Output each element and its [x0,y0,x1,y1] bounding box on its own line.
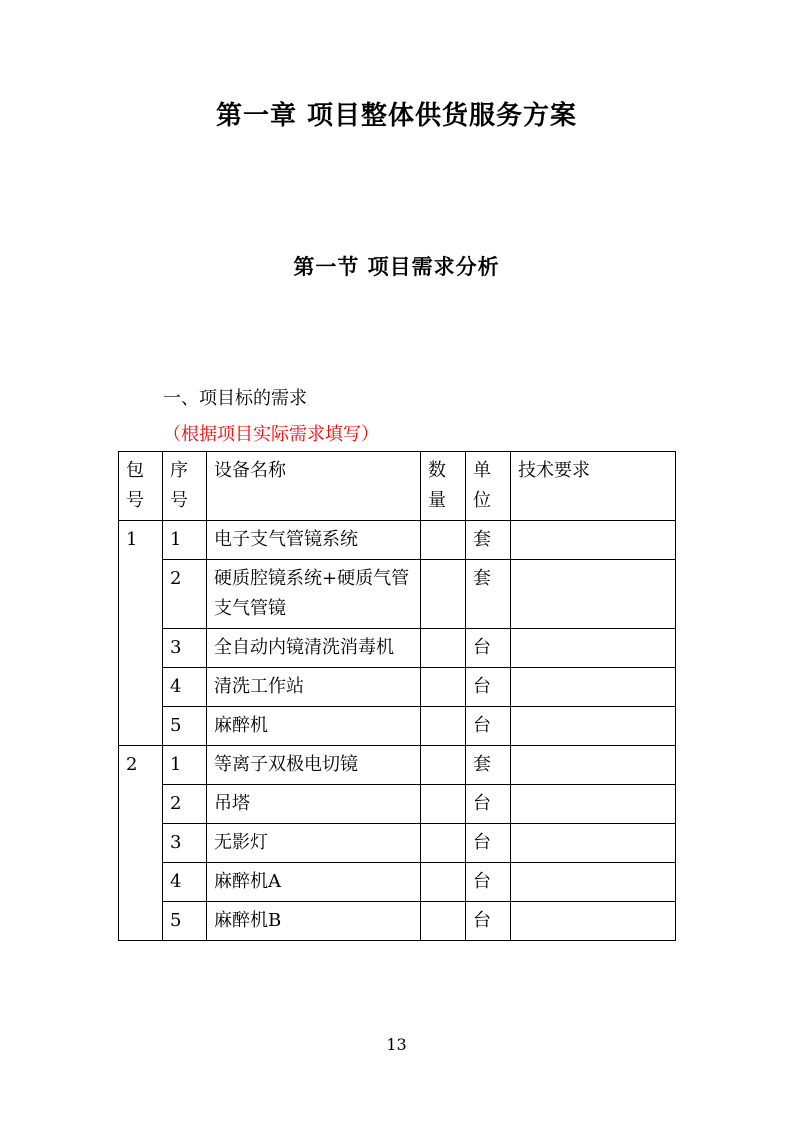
cell-quantity [421,629,466,668]
header-index: 序号 [163,452,207,521]
cell-index: 2 [163,560,207,629]
cell-quantity [421,902,466,941]
header-unit: 单位 [466,452,511,521]
fill-in-note: （根据项目实际需求填写） [163,424,379,445]
cell-unit: 台 [466,629,511,668]
cell-device-name: 麻醉机 [207,707,421,746]
section-title: 第一节 项目需求分析 [293,255,500,279]
cell-index: 5 [163,707,207,746]
table-row [119,746,676,785]
cell-device-name: 无影灯 [207,824,421,863]
cell-quantity [421,746,466,785]
cell-quantity [421,863,466,902]
cell-tech-requirements [511,746,676,785]
cell-tech-requirements [511,521,676,560]
header-tech-requirements: 技术要求 [511,452,676,521]
table-row [119,668,676,707]
cell-device-name: 麻醉机B [207,902,421,941]
cell-unit: 台 [466,785,511,824]
cell-device-name: 硬质腔镜系统+硬质气管支气管镜 [207,560,421,629]
cell-tech-requirements [511,668,676,707]
cell-quantity [421,707,466,746]
table-row [119,785,676,824]
chapter-title: 第一章 项目整体供货服务方案 [215,101,578,131]
cell-tech-requirements [511,560,676,629]
header-quantity: 数量 [421,452,466,521]
cell-index: 4 [163,863,207,902]
table-row [119,707,676,746]
table-row [119,521,676,560]
header-package: 包号 [119,452,163,521]
table-row [119,824,676,863]
cell-device-name: 吊塔 [207,785,421,824]
table-header-row [119,452,676,521]
table-row [119,902,676,941]
cell-tech-requirements [511,707,676,746]
cell-quantity [421,785,466,824]
cell-index: 1 [163,521,207,560]
cell-unit: 台 [466,902,511,941]
table-row [119,863,676,902]
cell-device-name: 电子支气管镜系统 [207,521,421,560]
cell-unit: 台 [466,707,511,746]
cell-package: 2 [119,746,163,941]
cell-quantity [421,824,466,863]
cell-index: 5 [163,902,207,941]
cell-unit: 台 [466,668,511,707]
cell-tech-requirements [511,863,676,902]
cell-unit: 套 [466,521,511,560]
cell-index: 2 [163,785,207,824]
cell-quantity [421,668,466,707]
cell-device-name: 麻醉机A [207,863,421,902]
table-row [119,629,676,668]
cell-package: 1 [119,521,163,746]
cell-quantity [421,560,466,629]
cell-device-name: 等离子双极电切镜 [207,746,421,785]
header-device-name: 设备名称 [207,452,421,521]
cell-tech-requirements [511,785,676,824]
table-row [119,560,676,629]
cell-unit: 台 [466,863,511,902]
requirements-table [118,451,676,941]
cell-unit: 台 [466,824,511,863]
page-number: 13 [386,1035,407,1054]
cell-tech-requirements [511,629,676,668]
subsection-heading: 一、项目标的需求 [163,388,307,409]
cell-tech-requirements [511,902,676,941]
cell-unit: 套 [466,746,511,785]
cell-tech-requirements [511,824,676,863]
cell-device-name: 全自动内镜清洗消毒机 [207,629,421,668]
cell-unit: 套 [466,560,511,629]
cell-index: 1 [163,746,207,785]
cell-index: 4 [163,668,207,707]
cell-device-name: 清洗工作站 [207,668,421,707]
cell-index: 3 [163,824,207,863]
cell-quantity [421,521,466,560]
cell-index: 3 [163,629,207,668]
